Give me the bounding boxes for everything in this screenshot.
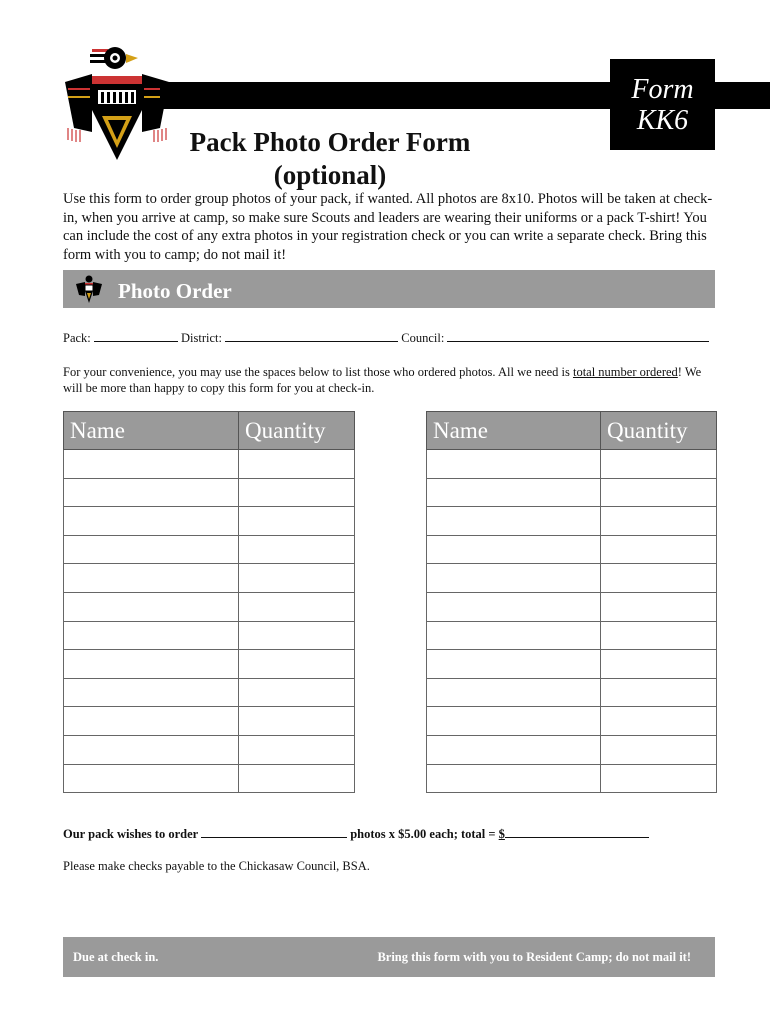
table-row <box>427 507 717 536</box>
footer-bar <box>63 937 715 977</box>
order-table-right <box>426 411 717 793</box>
quantity-cell[interactable] <box>239 621 355 650</box>
table-row <box>64 650 355 679</box>
name-header: Name <box>427 412 601 450</box>
table-row <box>64 707 355 736</box>
table-row <box>427 564 717 593</box>
council-blank[interactable] <box>447 330 709 342</box>
district-blank[interactable] <box>225 330 398 342</box>
quantity-cell[interactable] <box>601 707 717 736</box>
table-row <box>427 650 717 679</box>
table-row <box>64 764 355 793</box>
title-line2: (optional) <box>273 160 387 190</box>
table-row <box>427 592 717 621</box>
district-label: District: <box>181 331 222 345</box>
name-cell[interactable] <box>427 764 601 793</box>
footer-bring-text: Bring this form with you to Resident Camp; do not mail it! <box>377 950 691 964</box>
quantity-header: Quantity <box>239 412 355 450</box>
pack-info-fields <box>63 330 709 346</box>
name-cell[interactable] <box>427 507 601 536</box>
quantity-cell[interactable] <box>239 592 355 621</box>
name-cell[interactable] <box>427 678 601 707</box>
name-cell[interactable] <box>64 592 239 621</box>
convenience-note <box>63 364 713 396</box>
name-cell[interactable] <box>64 650 239 679</box>
quantity-cell[interactable] <box>601 650 717 679</box>
table-row <box>427 478 717 507</box>
name-cell[interactable] <box>64 735 239 764</box>
photo-count-blank[interactable] <box>201 826 347 838</box>
table-row <box>64 735 355 764</box>
order-table-left <box>63 411 355 793</box>
table-row <box>427 678 717 707</box>
quantity-cell[interactable] <box>239 764 355 793</box>
name-cell[interactable] <box>64 450 239 479</box>
dollar-sign: $ <box>498 827 505 841</box>
table-row <box>64 535 355 564</box>
table-row <box>64 507 355 536</box>
quantity-cell[interactable] <box>601 564 717 593</box>
name-cell[interactable] <box>427 478 601 507</box>
quantity-cell[interactable] <box>601 735 717 764</box>
quantity-cell[interactable] <box>601 621 717 650</box>
table-row <box>64 678 355 707</box>
name-cell[interactable] <box>427 564 601 593</box>
name-cell[interactable] <box>427 621 601 650</box>
table-row <box>64 478 355 507</box>
pack-label: Pack: <box>63 331 91 345</box>
quantity-cell[interactable] <box>239 650 355 679</box>
quantity-cell[interactable] <box>239 535 355 564</box>
table-row <box>427 450 717 479</box>
table-row <box>427 735 717 764</box>
table-row <box>64 564 355 593</box>
quantity-cell[interactable] <box>601 764 717 793</box>
name-cell[interactable] <box>64 478 239 507</box>
table-row <box>64 621 355 650</box>
name-cell[interactable] <box>64 621 239 650</box>
quantity-cell[interactable] <box>601 592 717 621</box>
table-row <box>64 450 355 479</box>
quantity-cell[interactable] <box>239 450 355 479</box>
name-cell[interactable] <box>427 707 601 736</box>
checks-payable-note: Please make checks payable to the Chickasaw Council, BSA. <box>63 859 370 873</box>
form-label-line2: KK6 <box>636 104 689 136</box>
council-label: Council: <box>401 331 445 345</box>
footer-due-text: Due at check in. <box>73 950 159 964</box>
name-cell[interactable] <box>64 707 239 736</box>
order-total-line <box>63 826 649 842</box>
name-cell[interactable] <box>64 678 239 707</box>
form-id-badge <box>610 59 715 150</box>
section-title: Photo Order <box>118 279 232 303</box>
name-cell[interactable] <box>64 535 239 564</box>
quantity-cell[interactable] <box>601 678 717 707</box>
table-row <box>427 535 717 564</box>
quantity-cell[interactable] <box>601 478 717 507</box>
name-header: Name <box>64 412 239 450</box>
table-row <box>427 621 717 650</box>
order-prefix: Our pack wishes to order <box>63 827 198 841</box>
table-row <box>427 707 717 736</box>
total-blank[interactable] <box>505 826 649 838</box>
pack-blank[interactable] <box>94 330 178 342</box>
order-middle: photos x $5.00 each; total = <box>350 827 496 841</box>
quantity-cell[interactable] <box>239 478 355 507</box>
name-cell[interactable] <box>427 592 601 621</box>
page-title <box>150 126 510 192</box>
quantity-cell[interactable] <box>601 450 717 479</box>
quantity-cell[interactable] <box>239 678 355 707</box>
thunderbird-small-icon <box>74 274 104 304</box>
name-cell[interactable] <box>64 564 239 593</box>
name-cell[interactable] <box>64 507 239 536</box>
note-underlined: total number ordered <box>572 365 678 379</box>
name-cell[interactable] <box>427 450 601 479</box>
note-part2: ! We will be more than happy to copy this form for you at check-in. <box>63 365 702 395</box>
name-cell[interactable] <box>427 735 601 764</box>
quantity-cell[interactable] <box>239 564 355 593</box>
table-row <box>64 592 355 621</box>
name-cell[interactable] <box>64 764 239 793</box>
quantity-cell[interactable] <box>601 535 717 564</box>
quantity-header: Quantity <box>601 412 717 450</box>
form-label-line1: Form <box>631 73 694 105</box>
name-cell[interactable] <box>427 535 601 564</box>
note-part1: For your convenience, you may use the spaces below to list those who ordered photos. All we need is <box>63 365 573 379</box>
quantity-cell[interactable] <box>239 507 355 536</box>
name-cell[interactable] <box>427 650 601 679</box>
quantity-cell[interactable] <box>239 735 355 764</box>
intro-paragraph: Use this form to order group photos of your pack, if wanted. All photos are 8x10. Photos will be taken at check-in, when you arrive at camp, so make sure Scouts and leaders are wearing their uniforms or a pack T-shirt! You can include the cost of any extra photos in your registration check or you can write a separate check. Bring this form with you to camp; do not mail it! <box>63 191 713 263</box>
title-line1: Pack Photo Order Form <box>189 127 471 157</box>
table-row <box>427 764 717 793</box>
quantity-cell[interactable] <box>239 707 355 736</box>
quantity-cell[interactable] <box>601 507 717 536</box>
